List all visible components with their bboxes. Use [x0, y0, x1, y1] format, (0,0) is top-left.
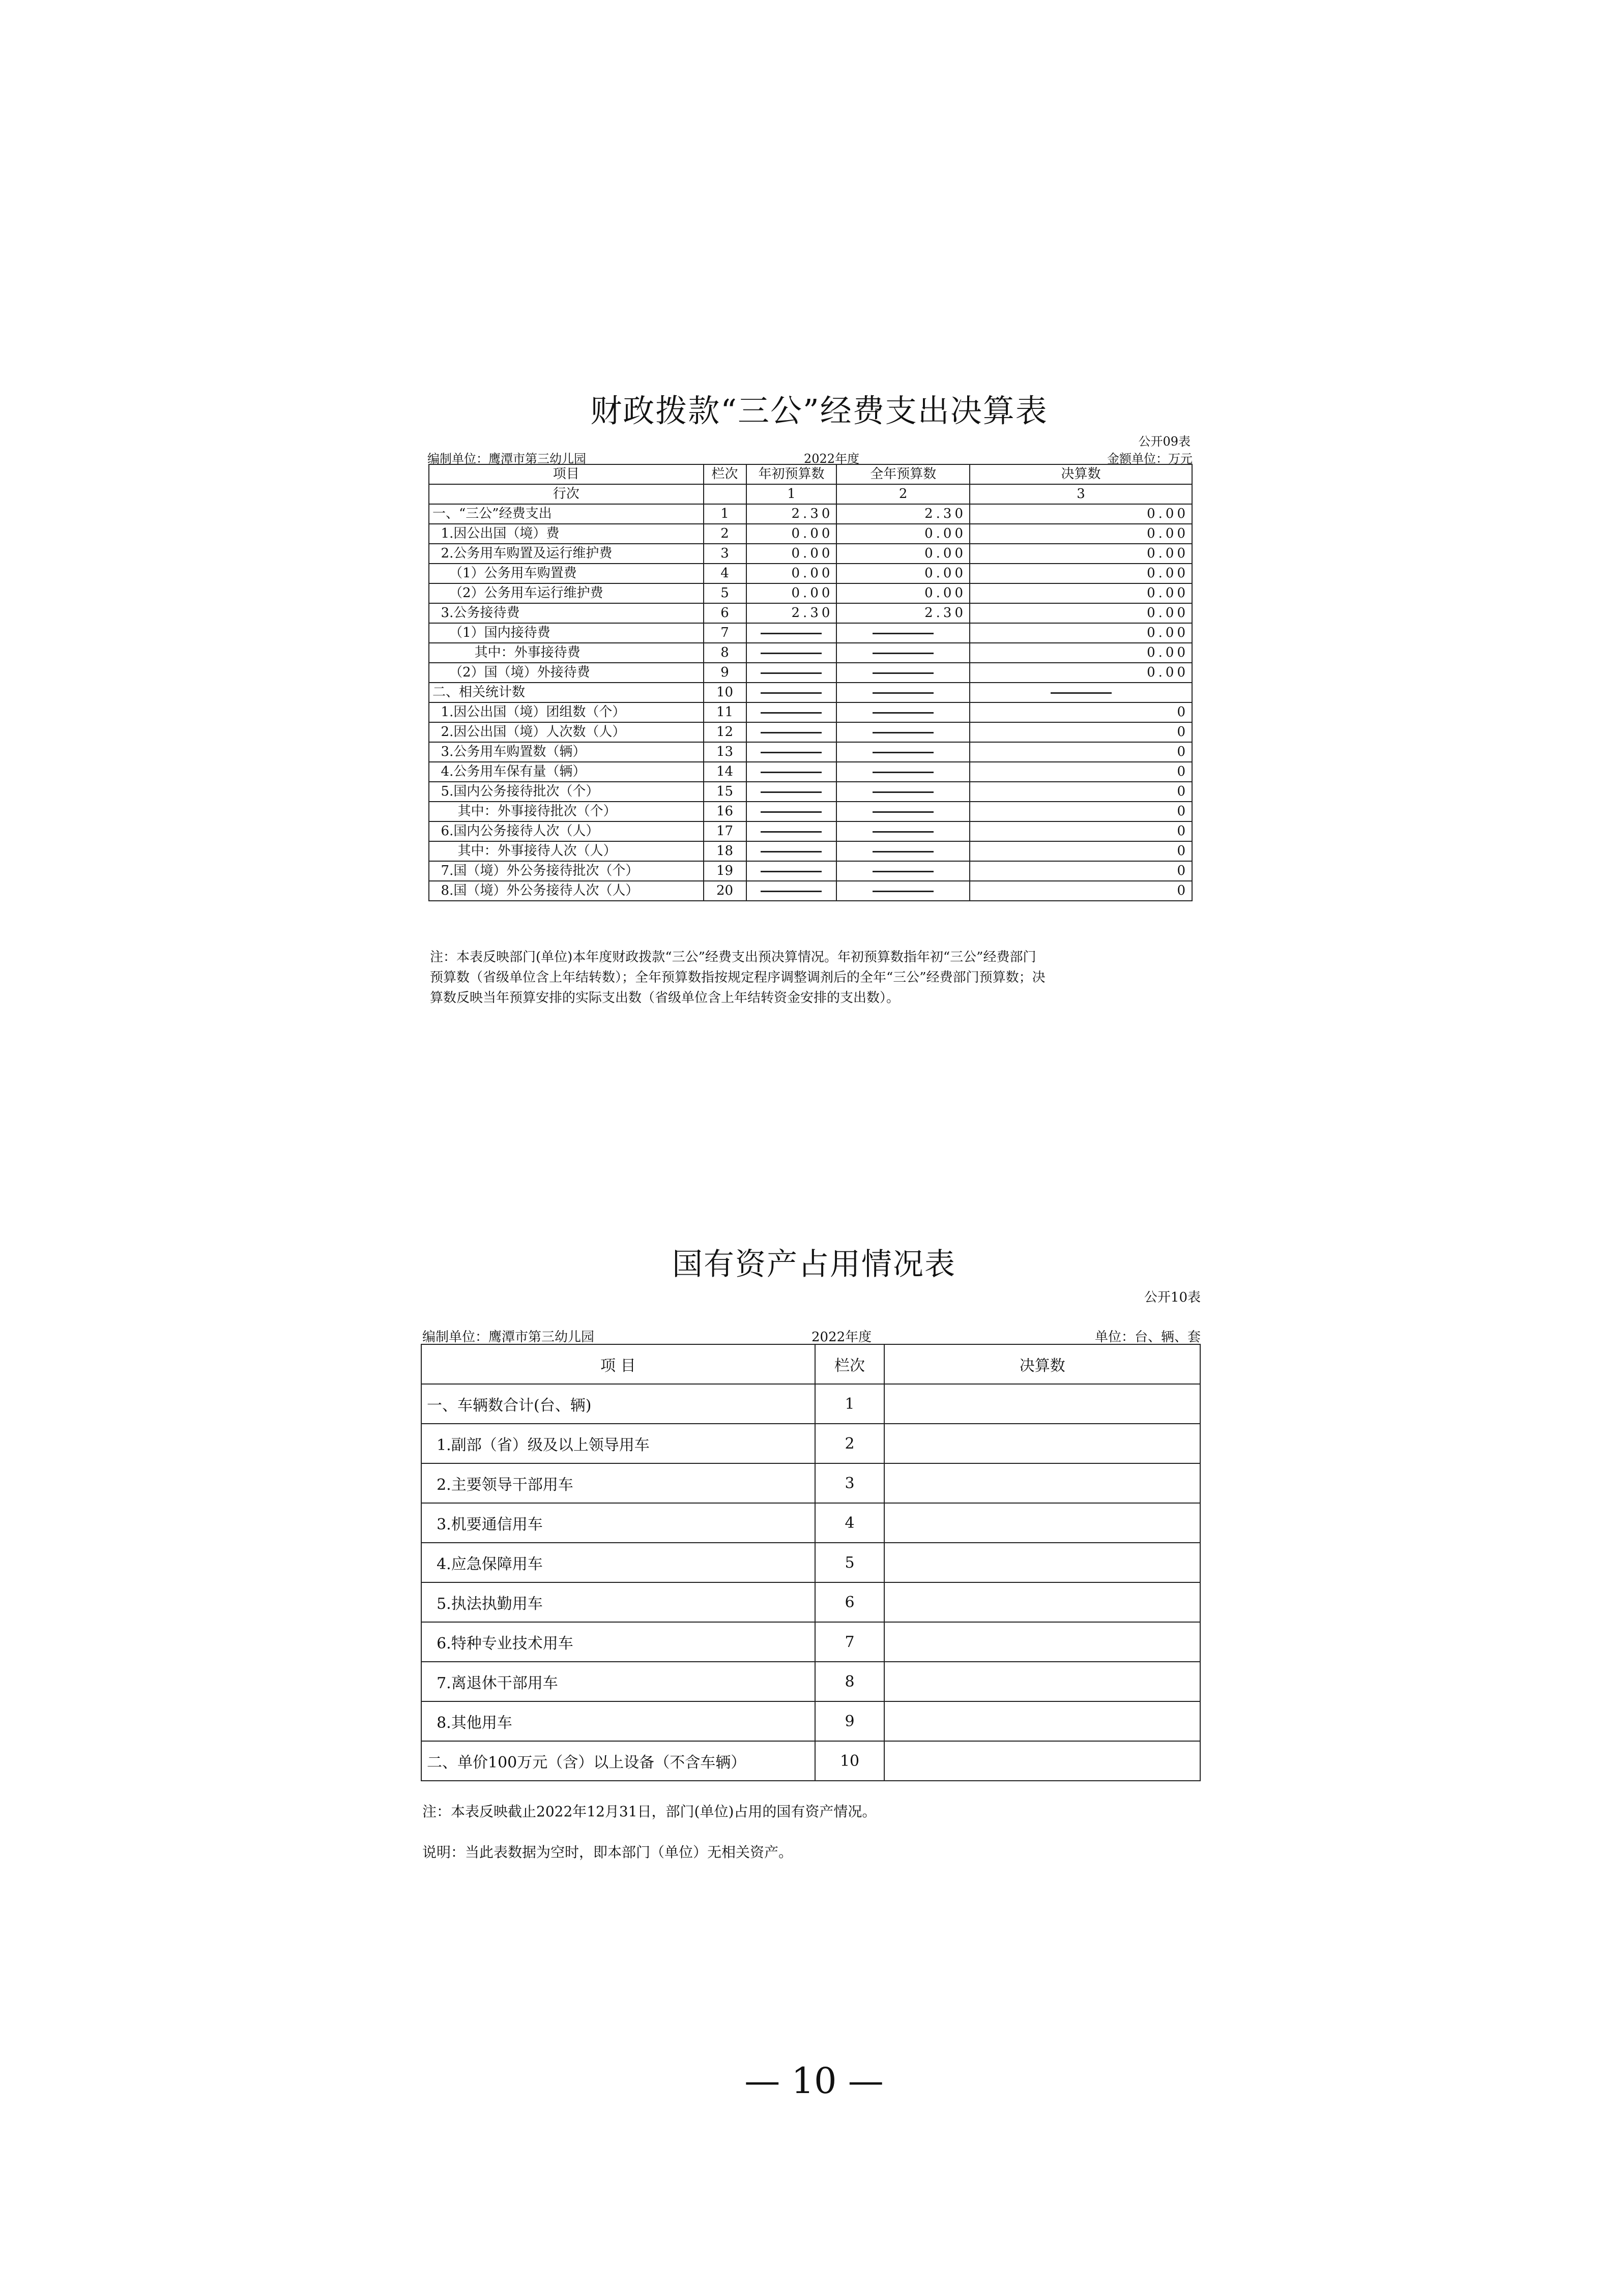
row-no: 8: [815, 1662, 885, 1701]
row-item: 7.国（境）外公务接待批次（个）: [429, 861, 704, 881]
row-b1-dash: [746, 663, 837, 683]
table1-index-row: [429, 484, 1192, 504]
row-item: 其中：外事接待批次（个）: [429, 802, 704, 821]
row-value: [884, 1741, 1200, 1781]
header-item: 项目: [429, 464, 704, 484]
table-row: [429, 643, 1192, 663]
table2-meta: [422, 1327, 1201, 1344]
row-b1-dash: [746, 623, 837, 643]
state-assets-table: [421, 1344, 1201, 1781]
table-row: [421, 1384, 1200, 1424]
table1-note: [430, 947, 1193, 1008]
row-f: 0: [970, 881, 1192, 901]
row-item: 3.公务用车购置数（辆）: [429, 742, 704, 762]
table-row: [421, 1582, 1200, 1622]
row-b1-dash: [746, 802, 837, 821]
table-row: [429, 544, 1192, 564]
row-value: [884, 1424, 1200, 1463]
row-item: 二、单价100万元（含）以上设备（不含车辆）: [421, 1741, 815, 1781]
table-row: [421, 1701, 1200, 1741]
row-item: 2.主要领导干部用车: [421, 1463, 815, 1503]
row-item: 5.国内公务接待批次（个）: [429, 782, 704, 802]
row-b2: 2.30: [836, 504, 970, 524]
header-final: 决算数: [884, 1344, 1200, 1384]
dash-line: [761, 672, 822, 674]
row-no: 11: [704, 702, 746, 722]
table-row: [429, 583, 1192, 603]
row-b1: 0.00: [746, 524, 837, 544]
row-no: 10: [815, 1741, 885, 1781]
row-no: 9: [704, 663, 746, 683]
row-b2-dash: [836, 742, 970, 762]
dash-line: [761, 633, 822, 634]
row-no: 10: [704, 683, 746, 702]
row-item: 一、“三公”经费支出: [429, 504, 704, 524]
row-b2-dash: [836, 762, 970, 782]
row-f-dash: [970, 683, 1192, 702]
row-f: 0: [970, 762, 1192, 782]
table-row: [429, 683, 1192, 702]
row-item: 3.机要通信用车: [421, 1503, 815, 1543]
row-item: 6.特种专业技术用车: [421, 1622, 815, 1662]
table-row: [429, 821, 1192, 841]
row-f: 0: [970, 722, 1192, 742]
dash-line: [761, 831, 822, 833]
row-item: （2）国（境）外接待费: [429, 663, 704, 683]
row-no: 3: [704, 544, 746, 564]
row-no: 2: [815, 1424, 885, 1463]
header-item: 项 目: [421, 1344, 815, 1384]
table1-org: 编制单位：鹰潭市第三幼儿园: [427, 452, 586, 466]
table1-title: 财政拨款“三公”经费支出决算表: [590, 392, 1048, 429]
row-b2-dash: [836, 702, 970, 722]
table2-title: 国有资产占用情况表: [672, 1247, 956, 1282]
row-b1-dash: [746, 881, 837, 901]
note-line: 注：本表反映部门(单位)本年度财政拨款“三公”经费支出预决算情况。年初预算数指年初“三公”经费部门: [430, 950, 1036, 965]
row-no: 6: [704, 603, 746, 623]
row-f: 0.00: [970, 583, 1192, 603]
row-b1-dash: [746, 782, 837, 802]
row-f: 0.00: [970, 544, 1192, 564]
row-item: （1）国内接待费: [429, 623, 704, 643]
table-row: [429, 782, 1192, 802]
header-budget-full: 全年预算数: [836, 464, 970, 484]
dash-line: [761, 772, 822, 773]
row-b1: 2.30: [746, 603, 837, 623]
table-row: [429, 762, 1192, 782]
dash-line: [873, 692, 934, 694]
row-b2-dash: [836, 861, 970, 881]
table-row: [421, 1424, 1200, 1463]
row-item: 8.其他用车: [421, 1701, 815, 1741]
row-f: 0: [970, 821, 1192, 841]
row-item: （2）公务用车运行维护费: [429, 583, 704, 603]
row-b1-dash: [746, 722, 837, 742]
table-row: [429, 623, 1192, 643]
dash-line: [761, 653, 822, 654]
dash-line: [761, 851, 822, 852]
index-c2: 2: [836, 484, 970, 504]
row-value: [884, 1662, 1200, 1701]
row-no: 3: [815, 1463, 885, 1503]
row-f: 0.00: [970, 663, 1192, 683]
row-no: 16: [704, 802, 746, 821]
row-f: 0.00: [970, 504, 1192, 524]
row-item: 6.国内公务接待人次（人）: [429, 821, 704, 841]
row-item: 4.应急保障用车: [421, 1543, 815, 1582]
row-item: 4.公务用车保有量（辆）: [429, 762, 704, 782]
dash-line: [873, 752, 934, 753]
row-b2-dash: [836, 663, 970, 683]
dash-line: [873, 791, 934, 793]
row-b1: 2.30: [746, 504, 837, 524]
dash-line: [761, 791, 822, 793]
row-b1-dash: [746, 643, 837, 663]
row-b2-dash: [836, 683, 970, 702]
sangong-expense-table: [428, 464, 1193, 901]
row-value: [884, 1384, 1200, 1424]
row-value: [884, 1582, 1200, 1622]
row-no: 6: [815, 1582, 885, 1622]
row-item: 1.因公出国（境）团组数（个）: [429, 702, 704, 722]
table-row: [429, 702, 1192, 722]
table2-note: 注：本表反映截止2022年12月31日，部门(单位)占用的国有资产情况。: [422, 1803, 877, 1820]
row-b2-dash: [836, 881, 970, 901]
row-no: 1: [815, 1384, 885, 1424]
table2-header-row: [421, 1344, 1200, 1384]
note-line: 算数反映当年预算安排的实际支出数（省级单位含上年结转资金安排的支出数）。: [430, 990, 900, 1006]
row-f: 0.00: [970, 603, 1192, 623]
table-row: [429, 564, 1192, 583]
row-item: 5.执法执勤用车: [421, 1582, 815, 1622]
table-row: [421, 1543, 1200, 1582]
dash-line: [873, 891, 934, 892]
dash-line: [873, 653, 934, 654]
row-b1-dash: [746, 821, 837, 841]
row-no: 12: [704, 722, 746, 742]
row-no: 13: [704, 742, 746, 762]
row-b2-dash: [836, 802, 970, 821]
row-no: 1: [704, 504, 746, 524]
row-item: （1）公务用车购置费: [429, 564, 704, 583]
dash-line: [761, 712, 822, 714]
table2-org: 编制单位：鹰潭市第三幼儿园: [422, 1330, 595, 1345]
row-item: 一、车辆数合计(台、辆): [421, 1384, 815, 1424]
row-f: 0: [970, 841, 1192, 861]
header-final: 决算数: [970, 464, 1192, 484]
row-value: [884, 1503, 1200, 1543]
row-no: 4: [704, 564, 746, 583]
row-item: 7.离退休干部用车: [421, 1662, 815, 1701]
row-no: 9: [815, 1701, 885, 1741]
dash-line: [873, 851, 934, 852]
row-b1: 0.00: [746, 583, 837, 603]
table-row: [421, 1622, 1200, 1662]
row-f: 0.00: [970, 564, 1192, 583]
row-item: 二、相关统计数: [429, 683, 704, 702]
dash-line: [873, 712, 934, 714]
row-value: [884, 1463, 1200, 1503]
row-b2-dash: [836, 643, 970, 663]
row-no: 19: [704, 861, 746, 881]
table-row: [421, 1503, 1200, 1543]
row-b2-dash: [836, 841, 970, 861]
table-row: [421, 1463, 1200, 1503]
row-item: 1.因公出国（境）费: [429, 524, 704, 544]
row-f: 0.00: [970, 524, 1192, 544]
table-row: [429, 881, 1192, 901]
row-no: 7: [704, 623, 746, 643]
row-no: 18: [704, 841, 746, 861]
row-value: [884, 1543, 1200, 1582]
table1-amount-unit: 金额单位：万元: [1107, 452, 1193, 466]
table-row: [429, 663, 1192, 683]
table1-header-row: [429, 464, 1192, 484]
row-b2: 0.00: [836, 583, 970, 603]
row-value: [884, 1701, 1200, 1741]
row-b1-dash: [746, 683, 837, 702]
row-no: 14: [704, 762, 746, 782]
dash-line: [761, 811, 822, 813]
row-item: 2.因公出国（境）人次数（人）: [429, 722, 704, 742]
row-f: 0: [970, 861, 1192, 881]
table-row: [429, 504, 1192, 524]
dash-line: [873, 633, 934, 634]
note-line: 预算数（省级单位含上年结转数）；全年预算数指按规定程序调整调剂后的全年“三公”经费部门预算数；决: [430, 970, 1046, 985]
row-f: 0: [970, 802, 1192, 821]
row-no: 7: [815, 1622, 885, 1662]
table2-unit: 单位：台、辆、套: [1094, 1330, 1201, 1345]
row-f: 0: [970, 782, 1192, 802]
row-b2-dash: [836, 782, 970, 802]
dash-line: [873, 772, 934, 773]
table-row: [421, 1662, 1200, 1701]
row-b2-dash: [836, 623, 970, 643]
dash-line: [761, 891, 822, 892]
dash-line: [873, 672, 934, 674]
row-b2: 0.00: [836, 564, 970, 583]
index-empty: [704, 484, 746, 504]
table1-code: 公开09表: [1138, 434, 1191, 449]
table1-meta: [427, 449, 1193, 464]
row-item: 3.公务接待费: [429, 603, 704, 623]
row-b1-dash: [746, 841, 837, 861]
row-no: 20: [704, 881, 746, 901]
table-row: [429, 861, 1192, 881]
row-no: 8: [704, 643, 746, 663]
index-c1: 1: [746, 484, 837, 504]
table-row: [429, 722, 1192, 742]
index-item: 行次: [429, 484, 704, 504]
table-row: [429, 802, 1192, 821]
page-number: — 10 —: [744, 2060, 884, 2102]
row-b1-dash: [746, 702, 837, 722]
row-b2: 0.00: [836, 544, 970, 564]
dash-line: [761, 732, 822, 733]
row-item: 其中：外事接待费: [429, 643, 704, 663]
table-row: [429, 603, 1192, 623]
row-item: 2.公务用车购置及运行维护费: [429, 544, 704, 564]
dash-line: [873, 811, 934, 813]
row-no: 17: [704, 821, 746, 841]
dash-line: [873, 871, 934, 872]
table1-year: 2022年度: [804, 452, 860, 466]
header-col: 栏次: [815, 1344, 885, 1384]
row-no: 2: [704, 524, 746, 544]
row-no: 4: [815, 1503, 885, 1543]
dash-line: [761, 752, 822, 753]
table-row: [429, 841, 1192, 861]
table2-explain: 说明：当此表数据为空时，即本部门（单位）无相关资产。: [422, 1844, 793, 1861]
table-row: [429, 742, 1192, 762]
row-f: 0: [970, 742, 1192, 762]
row-no: 5: [815, 1543, 885, 1582]
row-b1-dash: [746, 861, 837, 881]
row-b2-dash: [836, 722, 970, 742]
row-f: 0.00: [970, 623, 1192, 643]
row-b2: 0.00: [836, 524, 970, 544]
dash-line: [873, 831, 934, 833]
row-f: 0.00: [970, 643, 1192, 663]
row-b1-dash: [746, 762, 837, 782]
header-budget-start: 年初预算数: [746, 464, 837, 484]
dash-line: [761, 871, 822, 872]
header-col: 栏次: [704, 464, 746, 484]
row-b2: 2.30: [836, 603, 970, 623]
row-b2-dash: [836, 821, 970, 841]
row-b1: 0.00: [746, 564, 837, 583]
row-no: 15: [704, 782, 746, 802]
table-row: [421, 1741, 1200, 1781]
row-item: 8.国（境）外公务接待人次（人）: [429, 881, 704, 901]
row-item: 其中：外事接待人次（人）: [429, 841, 704, 861]
table2-year: 2022年度: [811, 1330, 872, 1345]
row-b1: 0.00: [746, 544, 837, 564]
row-no: 5: [704, 583, 746, 603]
row-item: 1.副部（省）级及以上领导用车: [421, 1424, 815, 1463]
table-row: [429, 524, 1192, 544]
dash-line: [873, 732, 934, 733]
dash-line: [1051, 692, 1112, 694]
dash-line: [761, 692, 822, 694]
row-value: [884, 1622, 1200, 1662]
row-f: 0: [970, 702, 1192, 722]
index-c3: 3: [970, 484, 1192, 504]
table2-code: 公开10表: [1144, 1290, 1201, 1305]
row-b1-dash: [746, 742, 837, 762]
